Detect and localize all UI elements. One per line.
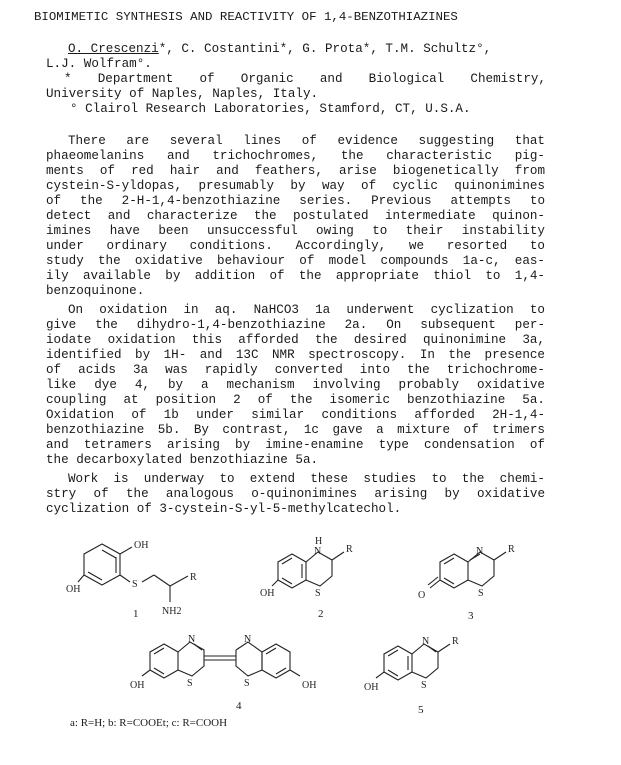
structure-2 [262, 530, 382, 610]
structure-2-s: S [315, 588, 321, 599]
body-line: identified by 1H- and 13C NMR spectroscopy. In the presence [46, 348, 545, 362]
structure-1-r: R [190, 572, 197, 583]
structure-5-s: S [421, 680, 427, 691]
body-line: ments of red hair and feathers, arise biogenetically from [46, 164, 545, 178]
structure-2-number: 2 [318, 608, 324, 620]
body-line: cyclization of 3-cystein-S-yl-5-methylcatechol. [46, 502, 402, 516]
structure-3-n: N [476, 546, 484, 557]
substituent-legend: a: R=H; b: R=COOEt; c: R=COOH [70, 717, 228, 729]
body-line: On oxidation in aq. NaHCO3 1a underwent cyclization to [68, 303, 545, 317]
structure-5 [364, 630, 504, 700]
body-line: the decarboxylated benzothiazine 5a. [46, 453, 319, 467]
body-line: coupling at position 2 of the isomeric benzothiazine 5a. [46, 393, 545, 407]
structure-4 [130, 628, 360, 708]
affiliation-1-line-1: * Department of Organic and Biological Chemistry, [64, 72, 546, 86]
structure-4-s2: S [244, 678, 250, 689]
coauthors: *, C. Costantini*, G. Prota*, T.M. Schultz°, [158, 42, 492, 56]
body-line: imines have been unsuccessful owing to their instability [46, 224, 545, 238]
authors-line-1 [68, 42, 491, 56]
body-line: benzoquinone. [46, 284, 145, 298]
structure-3-s: S [478, 588, 484, 599]
structure-3-o: O [418, 590, 426, 601]
structure-2-n: N [314, 546, 322, 557]
body-line: detect and characterize the postulated intermediate quinon- [46, 209, 545, 223]
affiliation-1-line-2: University of Naples, Naples, Italy. [46, 87, 319, 101]
structure-4-number: 4 [236, 700, 242, 712]
paper-title: BIOMIMETIC SYNTHESIS AND REACTIVITY OF 1,4-BENZOTHIAZINES [34, 10, 458, 24]
structure-4-s1: S [187, 678, 193, 689]
body-line: and tetramers arising by imine-enamine type condensation of [46, 438, 545, 452]
structure-4-ring-left [150, 644, 178, 678]
structure-4-oh-left: OH [130, 680, 145, 691]
body-line: There are several lines of evidence suggesting that [68, 134, 545, 148]
structure-3-number: 3 [468, 610, 474, 622]
body-line: stry of the analogous o-quinonimines arising by oxidative [46, 487, 545, 501]
structure-4-ring-right [262, 644, 290, 678]
structure-1-oh-left: OH [66, 584, 81, 595]
body-line: Oxidation of 1b under similar conditions afforded 2H-1,4- [46, 408, 545, 422]
authors-line-2: L.J. Wolfram°. [46, 57, 152, 71]
structure-5-oh: OH [364, 682, 379, 693]
structure-5-number: 5 [418, 704, 424, 716]
body-line: of acids 3a was rapidly converted into the trichochrome- [46, 363, 545, 377]
structure-5-n: N [422, 636, 430, 647]
structure-2-oh: OH [260, 588, 275, 599]
structure-4-oh-right: OH [302, 680, 317, 691]
structure-4-n1: N [188, 634, 196, 645]
structure-1-nh2: NH2 [162, 606, 182, 617]
affiliation-2: ° Clairol Research Laboratories, Stamford, CT, U.S.A. [70, 102, 471, 116]
structure-3 [414, 530, 564, 610]
structure-3-ring [440, 554, 468, 588]
body-line: ily available by addition of the appropriate thiol to 1,4- [46, 269, 545, 283]
body-line: Work is underway to extend these studies to the chemi- [68, 472, 545, 486]
structure-4-n2: N [244, 634, 252, 645]
body-line: like dye 4, by a mechanism involving probably oxidative [46, 378, 545, 392]
body-line: of the 2-H-1,4-benzothiazine series. Previous attempts to [46, 194, 545, 208]
structure-1-s: S [132, 579, 138, 590]
structure-1-oh-top: OH [134, 540, 149, 551]
body-line: phaeomelanins and trichochromes, the characteristic pig- [46, 149, 545, 163]
structure-5-r: R [452, 636, 459, 647]
body-line: iodate oxidation this afforded the desired quinonimine 3a, [46, 333, 545, 347]
body-line: cystein-S-yldopas, presumably by way of cyclic quinonimines [46, 179, 545, 193]
structure-3-r: R [508, 544, 515, 555]
structure-2-h: H [315, 536, 323, 547]
presenting-author: O. Crescenzi [68, 42, 159, 56]
body-line: benzothiazine 5b. By contrast, 1c gave a mixture of trimers [46, 423, 545, 437]
body-line: study the oxidative behaviour of model compounds 1a-c, eas- [46, 254, 545, 268]
structure-1-number: 1 [133, 608, 139, 620]
body-line: give the dihydro-1,4-benzothiazine 2a. On subsequent per- [46, 318, 545, 332]
structure-2-r: R [346, 544, 353, 555]
body-line: under ordinary conditions. Accordingly, we resorted to [46, 239, 545, 253]
